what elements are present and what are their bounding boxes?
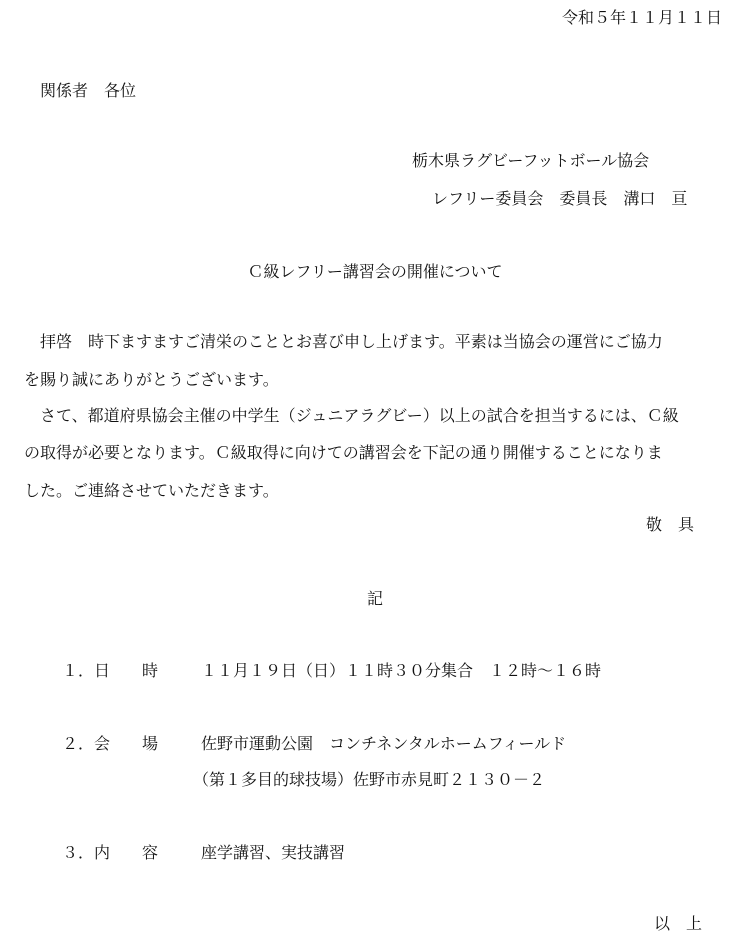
item-1-value: １１月１９日（日）１１時３０分集合 １２時～１６時 [201,661,602,680]
item-2-value-line-2: （第１多目的球技場）佐野市赤見町２１３０－２ [193,770,546,789]
closing-ijou: 以 上 [654,914,703,933]
ki-heading: 記 [366,589,383,608]
document-title: Ｃ級レフリー講習会の開催について [247,262,503,281]
sender-person: レフリー委員会 委員長 溝口 亘 [432,189,688,208]
item-1-label: １．日 時 [62,661,159,680]
body-paragraph-2-line-1: さて、都道府県協会主催の中学生（ジュニアラグビー）以上の試合を担当するには、Ｃ級 [40,406,679,425]
document-date: 令和５年１１月１１日 [561,8,722,27]
body-paragraph-2-line-3: した。ご連絡させていただきます。 [24,481,279,500]
item-3-value: 座学講習、実技講習 [201,843,346,862]
item-3-label: ３．内 容 [62,843,159,862]
addressee: 関係者 各位 [40,81,137,100]
item-2-value: 佐野市運動公園 コンチネンタルホームフィールド [201,734,567,753]
body-paragraph-1-line-1: 拝啓 時下ますますご清栄のこととお喜び申し上げます。平素は当協会の運営にご協力 [40,332,663,351]
body-paragraph-1-line-2: を賜り誠にありがとうございます。 [24,370,279,389]
closing-keigu: 敬 具 [646,515,695,534]
sender-organization: 栃木県ラグビーフットボール協会 [412,151,650,170]
item-2-label: ２．会 場 [62,734,159,753]
body-paragraph-2-line-2: の取得が必要となります。Ｃ級取得に向けての講習会を下記の通り開催することになりま [24,443,663,462]
